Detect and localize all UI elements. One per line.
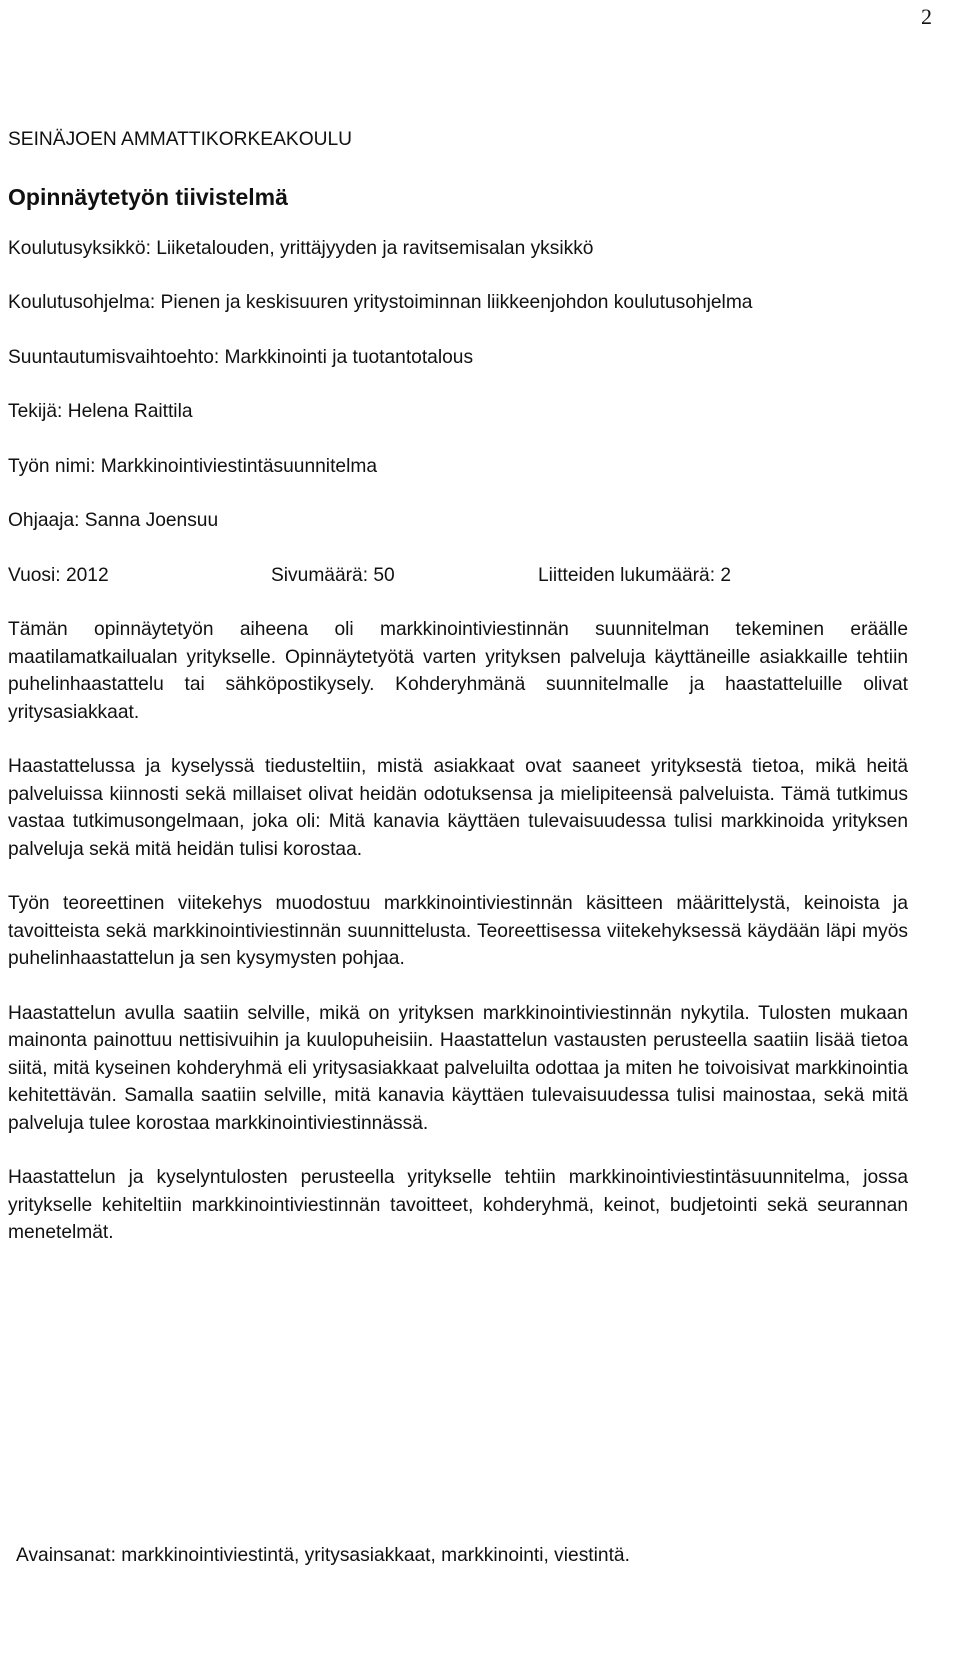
abstract-paragraph: Työn teoreettinen viitekehys muodostuu markkinointiviestinnän käsitteen määrittelystä, keinoista ja tavoitteista sekä markkinointiviestinnän suunnittelusta. Teoreettisessa viitekehyksessä käydään läpi myös puhelinhaastattelun ja sen kysymysten pohjaa. (8, 893, 908, 969)
metadata-row (8, 562, 908, 590)
unit-field: Koulutusyksikkö: Liiketalouden, yrittäjyyden ja ravitsemisalan yksikkö (8, 237, 594, 259)
abstract-paragraph: Tämän opinnäytetyön aiheena oli markkinointiviestinnän suunnitelman tekeminen eräälle maatilamatkailualan yritykselle. Opinnäytetyötä varten yrityksen palveluja käyttäneille asiakkaille tehtiin puhelinhaastattelu tai sähköpostikysely. Kohderyhmänä suunnitelmalle ja haastatteluille olivat yritysasiakkaat. (8, 619, 908, 723)
programme-field: Koulutusohjelma: Pienen ja keskisuuren yritystoiminnan liikkeenjohdon koulutusohjelma (8, 292, 753, 313)
page-count-field: Sivumäärä: 50 (271, 564, 395, 586)
page-number: 2 (921, 4, 932, 29)
school-name: SEINÄJOEN AMMATTIKORKEAKOULU (8, 129, 353, 150)
thesis-name-field: Työn nimi: Markkinointiviestintäsuunnitelma (8, 455, 377, 477)
author-field: Tekijä: Helena Raittila (8, 401, 193, 422)
attachment-count-field: Liitteiden lukumäärä: 2 (538, 564, 732, 586)
specialisation-field: Suuntautumisvaihtoehto: Markkinointi ja tuotantotalous (8, 346, 474, 368)
abstract-page (8, 126, 908, 1247)
page-title: Opinnäytetyön tiivistelmä (8, 183, 288, 210)
abstract-paragraph: Haastattelun avulla saatiin selville, mikä on yrityksen markkinointiviestinnän nykytila. Tulosten mukaan mainonta painottuu nettisivuihin ja kuulopuheisiin. Haastattelun vastausten perusteella saatiin lisää tietoa siitä, mitä kyseinen kohderyhmä eli yritysasiakkaat palveluilta odottaa ja miten he toivoisivat markkinointia kehitettävän. Samalla saatiin selville, mitä kanavia käyttäen tulevaisuudessa tulisi mainostaa, sekä mitä palveluja tulee korostaa markkinointiviestinnässä. (8, 1002, 908, 1134)
keywords: Avainsanat: markkinointiviestintä, yritysasiakkaat, markkinointi, viestintä. (16, 1545, 630, 1566)
supervisor-field: Ohjaaja: Sanna Joensuu (8, 510, 219, 531)
year-field: Vuosi: 2012 (8, 564, 109, 586)
abstract-paragraph: Haastattelun ja kyselyntulosten perusteella yritykselle tehtiin markkinointiviestintäsuunnitelma, jossa yritykselle kehiteltiin markkinointiviestinnän tavoitteet, kohderyhmä, keinot, budjetointi sekä seurannan menetelmät. (8, 1167, 908, 1243)
abstract-paragraph: Haastattelussa ja kyselyssä tiedusteltiin, mistä asiakkaat ovat saaneet yrityksestä tietoa, mikä heitä palveluissa kiinnosti sekä millaiset olivat heidän odotuksensa ja mielipiteensä palveluista. Tämä tutkimus vastaa tutkimusongelmaan, joka oli: Mitä kanavia käyttäen tulevaisuudessa tulisi markkinoida yrityksen palveluja sekä mitä heidän tulisi korostaa. (8, 756, 908, 860)
